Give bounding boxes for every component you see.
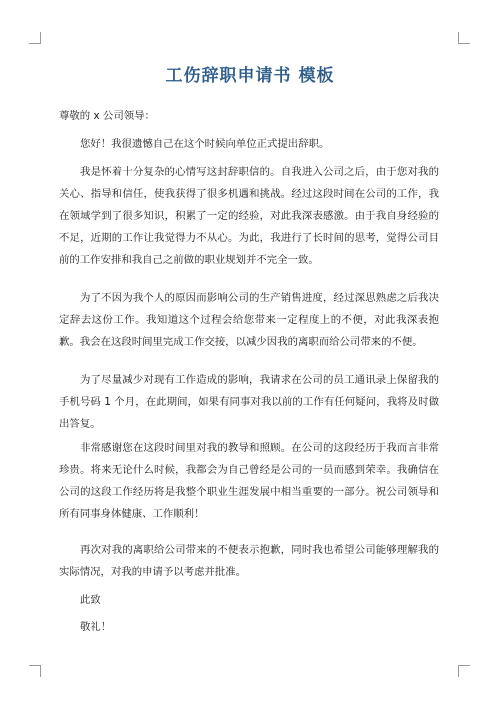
- paragraph-greeting: 您好！我很遗憾自己在这个时候向单位正式提出辞职。: [80, 138, 330, 150]
- paragraph-decision: 为了不因为我个人的原因而影响公司的生产销售进度，经过深思熟虑之后我决定辞去这份工作。我知道这个过程会给您带来一定程度上的不便，对此我深表抱歉。我会在这段时间里完成工作交接，以减少因我的离职而给公司带来的不便。: [59, 292, 439, 348]
- crop-mark-top-right: [458, 32, 470, 44]
- closing-ci-zhi: 此致: [80, 594, 101, 606]
- paragraph-contact: 为了尽量减少对现有工作造成的影响，我请求在公司的员工通讯录上保留我的手机号码 1 个月，在此期间，如果有同事对我以前的工作有任何疑问，我将及时做出答复。: [59, 374, 439, 430]
- crop-mark-bottom-right: [458, 665, 470, 677]
- crop-mark-top-left: [29, 32, 41, 44]
- paragraph-thanks: 非常感谢您在这段时间里对我的教导和照顾。在公司的这段经历于我而言非常珍贵。将来无论什么时候，我都会为自己曾经是公司的一员而感到荣幸。我确信在公司的这段工作经历将是我整个职业生涯发展中相当重要的一部分。祝公司领导和所有同事身体健康、工作顺利！: [59, 442, 439, 520]
- paragraph-apology: 再次对我的离职给公司带来的不便表示抱歉，同时我也希望公司能够理解我的实际情况，对我的申请予以考虑并批准。: [59, 544, 439, 578]
- paragraph-reason: 我是怀着十分复杂的心情写这封辞职信的。自我进入公司之后，由于您对我的关心、指导和信任，使我获得了很多机遇和挑战。经过这段时间在公司的工作，我在领域学到了很多知识，积累了一定的经验，对此我深表感激。由于我自身经验的不足，近期的工作让我觉得力不从心。为此，我进行了长时间的思考，觉得公司目前的工作安排和我自己之前做的职业规划并不完全一致。: [59, 166, 439, 266]
- closing-jing-li: 敬礼！: [80, 621, 112, 633]
- salutation: 尊敬的 x 公司领导：: [59, 110, 155, 122]
- document-title: 工伤辞职申请书 模板: [165, 66, 335, 86]
- crop-mark-bottom-left: [29, 665, 41, 677]
